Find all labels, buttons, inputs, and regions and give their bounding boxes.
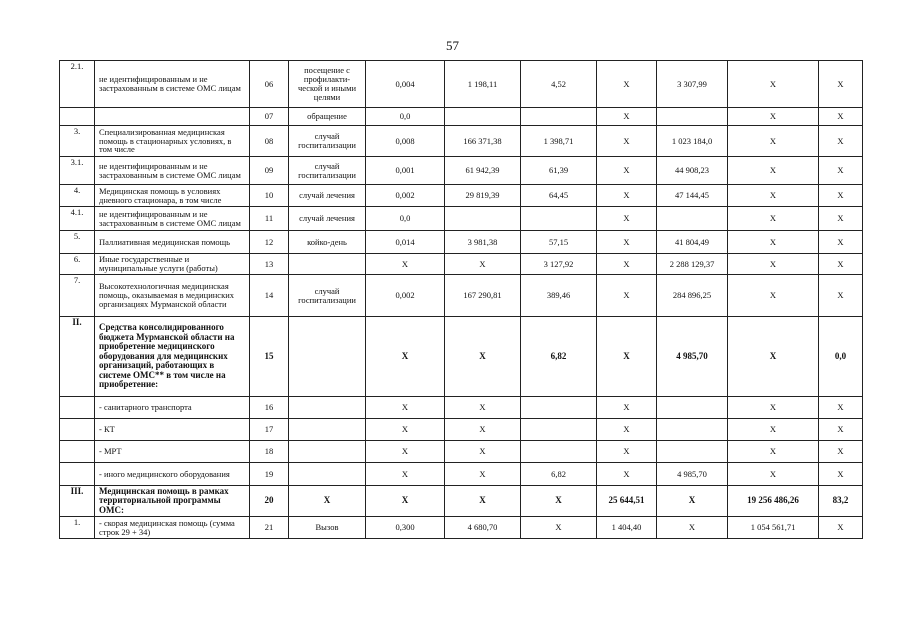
table-row bbox=[60, 126, 863, 157]
value-cell-7: X bbox=[597, 463, 657, 486]
value-cell-5: 61 942,39 bbox=[445, 157, 521, 185]
value-cell-5: 1 198,11 bbox=[445, 61, 521, 108]
value-cell-9: X bbox=[728, 126, 819, 157]
value-cell-9: X bbox=[728, 254, 819, 275]
value-cell-8: 3 307,99 bbox=[657, 61, 728, 108]
row-code: 08 bbox=[250, 126, 289, 157]
row-code: 18 bbox=[250, 441, 289, 463]
value-cell-4: 0,014 bbox=[366, 231, 445, 254]
row-number: 4.1. bbox=[60, 207, 95, 231]
value-cell-9: X bbox=[728, 185, 819, 207]
unit-cell bbox=[289, 463, 366, 486]
value-cell-6: 61,39 bbox=[521, 157, 597, 185]
row-name: - КТ bbox=[95, 419, 250, 441]
table-row bbox=[60, 419, 863, 441]
row-number: 7. bbox=[60, 275, 95, 317]
value-cell-7: X bbox=[597, 108, 657, 126]
value-cell-6: 4,52 bbox=[521, 61, 597, 108]
value-cell-10: X bbox=[819, 463, 863, 486]
row-number bbox=[60, 397, 95, 419]
row-name: Средства консолидированного бюджета Мурманской области на приобретение медицинского оборудования для медицинских организаций, работающих в системе ОМС** в том числе на приобретение: bbox=[95, 317, 250, 397]
table-row bbox=[60, 185, 863, 207]
value-cell-10: X bbox=[819, 231, 863, 254]
value-cell-7: X bbox=[597, 61, 657, 108]
table-row bbox=[60, 207, 863, 231]
value-cell-4: 0,002 bbox=[366, 275, 445, 317]
value-cell-6: 6,82 bbox=[521, 463, 597, 486]
row-number bbox=[60, 108, 95, 126]
value-cell-8 bbox=[657, 397, 728, 419]
value-cell-10: X bbox=[819, 207, 863, 231]
value-cell-7: X bbox=[597, 254, 657, 275]
value-cell-6: 6,82 bbox=[521, 317, 597, 397]
value-cell-10: X bbox=[819, 254, 863, 275]
value-cell-7: X bbox=[597, 231, 657, 254]
row-number: 3. bbox=[60, 126, 95, 157]
value-cell-7: X bbox=[597, 157, 657, 185]
unit-cell: случай лечения bbox=[289, 185, 366, 207]
table-row bbox=[60, 486, 863, 517]
value-cell-7: X bbox=[597, 275, 657, 317]
value-cell-9: X bbox=[728, 61, 819, 108]
value-cell-8 bbox=[657, 207, 728, 231]
table-row bbox=[60, 254, 863, 275]
value-cell-9: 1 054 561,71 bbox=[728, 517, 819, 539]
table-row bbox=[60, 61, 863, 108]
row-code: 12 bbox=[250, 231, 289, 254]
value-cell-8: 2 288 129,37 bbox=[657, 254, 728, 275]
value-cell-4: 0,004 bbox=[366, 61, 445, 108]
unit-cell: случай госпитализации bbox=[289, 126, 366, 157]
unit-cell: обращение bbox=[289, 108, 366, 126]
value-cell-6: X bbox=[521, 486, 597, 517]
value-cell-8: X bbox=[657, 486, 728, 517]
row-number bbox=[60, 419, 95, 441]
value-cell-5: X bbox=[445, 419, 521, 441]
row-number: 6. bbox=[60, 254, 95, 275]
value-cell-8: 41 804,49 bbox=[657, 231, 728, 254]
row-number bbox=[60, 463, 95, 486]
value-cell-9: X bbox=[728, 275, 819, 317]
value-cell-8: 4 985,70 bbox=[657, 463, 728, 486]
value-cell-4: X bbox=[366, 254, 445, 275]
value-cell-4: 0,002 bbox=[366, 185, 445, 207]
value-cell-9: X bbox=[728, 231, 819, 254]
value-cell-5: X bbox=[445, 441, 521, 463]
value-cell-4: X bbox=[366, 397, 445, 419]
row-code: 07 bbox=[250, 108, 289, 126]
value-cell-6 bbox=[521, 397, 597, 419]
table-row bbox=[60, 441, 863, 463]
row-name: - санитарного транспорта bbox=[95, 397, 250, 419]
row-number: II. bbox=[60, 317, 95, 397]
row-number bbox=[60, 441, 95, 463]
value-cell-9: X bbox=[728, 397, 819, 419]
row-name: Медицинская помощь в рамках территориальной программы ОМС: bbox=[95, 486, 250, 517]
value-cell-4: 0,001 bbox=[366, 157, 445, 185]
value-cell-8: 4 985,70 bbox=[657, 317, 728, 397]
value-cell-10: X bbox=[819, 61, 863, 108]
value-cell-10: X bbox=[819, 397, 863, 419]
value-cell-5 bbox=[445, 207, 521, 231]
table-body bbox=[60, 61, 863, 539]
row-code: 09 bbox=[250, 157, 289, 185]
row-number: 3.1. bbox=[60, 157, 95, 185]
value-cell-6: 57,15 bbox=[521, 231, 597, 254]
value-cell-10: X bbox=[819, 517, 863, 539]
value-cell-4: 0,0 bbox=[366, 207, 445, 231]
unit-cell: посещение с профилакти-ческой и иными целями bbox=[289, 61, 366, 108]
value-cell-7: X bbox=[597, 126, 657, 157]
value-cell-7: X bbox=[597, 441, 657, 463]
row-code: 17 bbox=[250, 419, 289, 441]
unit-cell: случай госпитализации bbox=[289, 157, 366, 185]
value-cell-10: X bbox=[819, 185, 863, 207]
value-cell-5: 166 371,38 bbox=[445, 126, 521, 157]
row-code: 15 bbox=[250, 317, 289, 397]
unit-cell: X bbox=[289, 486, 366, 517]
value-cell-5 bbox=[445, 108, 521, 126]
row-name: - иного медицинского оборудования bbox=[95, 463, 250, 486]
row-name: Высокотехнологичная медицинская помощь, оказываемая в медицинских организациях Мурманской области bbox=[95, 275, 250, 317]
row-name: Иные государственные и муниципальные услуги (работы) bbox=[95, 254, 250, 275]
table-row bbox=[60, 275, 863, 317]
value-cell-6: 3 127,92 bbox=[521, 254, 597, 275]
value-cell-5: 4 680,70 bbox=[445, 517, 521, 539]
row-code: 06 bbox=[250, 61, 289, 108]
value-cell-8: 1 023 184,0 bbox=[657, 126, 728, 157]
value-cell-10: X bbox=[819, 126, 863, 157]
value-cell-10: X bbox=[819, 441, 863, 463]
row-name bbox=[95, 108, 250, 126]
table-row bbox=[60, 108, 863, 126]
value-cell-4: X bbox=[366, 486, 445, 517]
value-cell-8 bbox=[657, 441, 728, 463]
row-code: 20 bbox=[250, 486, 289, 517]
row-number: 4. bbox=[60, 185, 95, 207]
value-cell-5: X bbox=[445, 254, 521, 275]
unit-cell: койко-день bbox=[289, 231, 366, 254]
row-code: 21 bbox=[250, 517, 289, 539]
row-code: 14 bbox=[250, 275, 289, 317]
unit-cell bbox=[289, 254, 366, 275]
unit-cell bbox=[289, 419, 366, 441]
row-name: не идентифицированным и не застрахованным в системе ОМС лицам bbox=[95, 157, 250, 185]
value-cell-6: 389,46 bbox=[521, 275, 597, 317]
value-cell-9: X bbox=[728, 419, 819, 441]
value-cell-4: 0,300 bbox=[366, 517, 445, 539]
value-cell-7: X bbox=[597, 397, 657, 419]
row-name: Медицинская помощь в условиях дневного стационара, в том числе bbox=[95, 185, 250, 207]
value-cell-5: 167 290,81 bbox=[445, 275, 521, 317]
value-cell-8 bbox=[657, 108, 728, 126]
row-code: 11 bbox=[250, 207, 289, 231]
value-cell-7: X bbox=[597, 317, 657, 397]
value-cell-9: X bbox=[728, 317, 819, 397]
value-cell-10: X bbox=[819, 157, 863, 185]
row-number: 1. bbox=[60, 517, 95, 539]
value-cell-8: 284 896,25 bbox=[657, 275, 728, 317]
value-cell-8: X bbox=[657, 517, 728, 539]
financing-table bbox=[59, 60, 863, 539]
row-name: не идентифицированным и не застрахованным в системе ОМС лицам bbox=[95, 61, 250, 108]
value-cell-10: X bbox=[819, 275, 863, 317]
table-row bbox=[60, 157, 863, 185]
value-cell-7: X bbox=[597, 185, 657, 207]
value-cell-7: X bbox=[597, 419, 657, 441]
value-cell-8: 47 144,45 bbox=[657, 185, 728, 207]
unit-cell: случай лечения bbox=[289, 207, 366, 231]
row-name: - скорая медицинская помощь (сумма строк 29 + 34) bbox=[95, 517, 250, 539]
value-cell-9: X bbox=[728, 463, 819, 486]
row-name: Специализированная медицинская помощь в стационарных условиях, в том числе bbox=[95, 126, 250, 157]
value-cell-9: X bbox=[728, 157, 819, 185]
row-number: 5. bbox=[60, 231, 95, 254]
row-number: III. bbox=[60, 486, 95, 517]
value-cell-6 bbox=[521, 441, 597, 463]
row-code: 13 bbox=[250, 254, 289, 275]
value-cell-4: X bbox=[366, 317, 445, 397]
value-cell-6 bbox=[521, 419, 597, 441]
value-cell-7: 25 644,51 bbox=[597, 486, 657, 517]
unit-cell bbox=[289, 317, 366, 397]
value-cell-10: X bbox=[819, 419, 863, 441]
table-row bbox=[60, 517, 863, 539]
unit-cell: случай госпитализации bbox=[289, 275, 366, 317]
row-code: 19 bbox=[250, 463, 289, 486]
value-cell-9: X bbox=[728, 108, 819, 126]
unit-cell bbox=[289, 397, 366, 419]
table-row bbox=[60, 397, 863, 419]
value-cell-9: X bbox=[728, 207, 819, 231]
row-code: 10 bbox=[250, 185, 289, 207]
value-cell-6: X bbox=[521, 517, 597, 539]
value-cell-6 bbox=[521, 207, 597, 231]
value-cell-5: 3 981,38 bbox=[445, 231, 521, 254]
value-cell-10: 0,0 bbox=[819, 317, 863, 397]
value-cell-9: 19 256 486,26 bbox=[728, 486, 819, 517]
value-cell-5: X bbox=[445, 317, 521, 397]
value-cell-4: 0,0 bbox=[366, 108, 445, 126]
value-cell-7: 1 404,40 bbox=[597, 517, 657, 539]
value-cell-9: X bbox=[728, 441, 819, 463]
table-row bbox=[60, 463, 863, 486]
value-cell-6: 64,45 bbox=[521, 185, 597, 207]
value-cell-6 bbox=[521, 108, 597, 126]
value-cell-5: 29 819,39 bbox=[445, 185, 521, 207]
row-name: - МРТ bbox=[95, 441, 250, 463]
value-cell-4: 0,008 bbox=[366, 126, 445, 157]
value-cell-5: X bbox=[445, 463, 521, 486]
value-cell-5: X bbox=[445, 397, 521, 419]
unit-cell bbox=[289, 441, 366, 463]
value-cell-10: 83,2 bbox=[819, 486, 863, 517]
value-cell-5: X bbox=[445, 486, 521, 517]
value-cell-7: X bbox=[597, 207, 657, 231]
value-cell-4: X bbox=[366, 463, 445, 486]
value-cell-6: 1 398,71 bbox=[521, 126, 597, 157]
value-cell-4: X bbox=[366, 419, 445, 441]
row-name: Паллиативная медицинская помощь bbox=[95, 231, 250, 254]
value-cell-8 bbox=[657, 419, 728, 441]
table-row bbox=[60, 231, 863, 254]
page-number: 57 bbox=[446, 38, 459, 53]
row-name: не идентифицированным и не застрахованным в системе ОМС лицам bbox=[95, 207, 250, 231]
row-number: 2.1. bbox=[60, 61, 95, 108]
row-code: 16 bbox=[250, 397, 289, 419]
value-cell-4: X bbox=[366, 441, 445, 463]
value-cell-10: X bbox=[819, 108, 863, 126]
unit-cell: Вызов bbox=[289, 517, 366, 539]
table-row bbox=[60, 317, 863, 397]
value-cell-8: 44 908,23 bbox=[657, 157, 728, 185]
